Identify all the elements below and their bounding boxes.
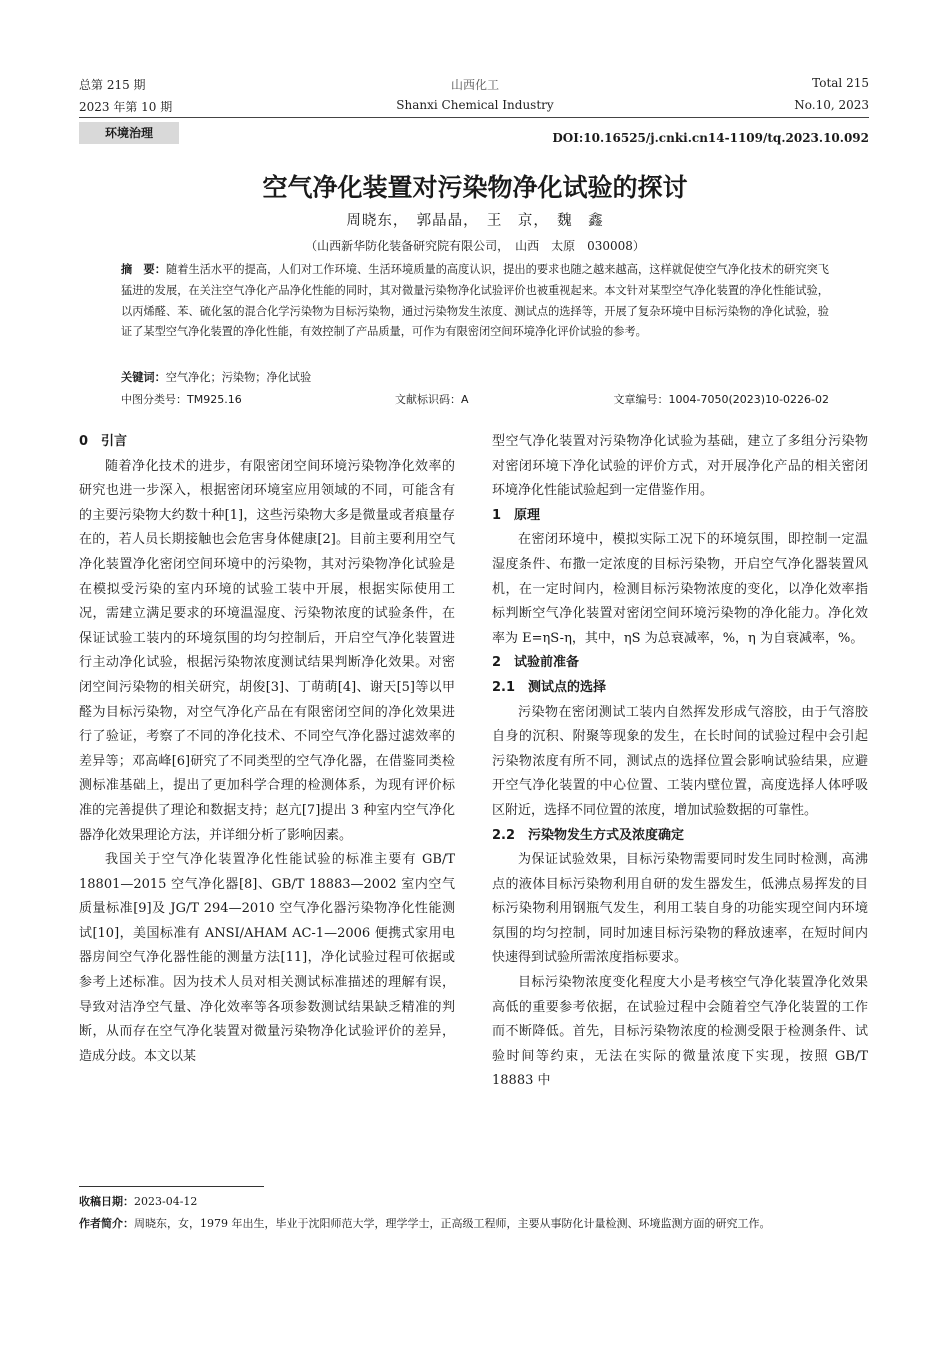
affiliation: （山西新华防化装备研究院有限公司， 山西 太原 030008） [305,239,645,253]
author-bio-text: 周晓东，女，1979 年出生，毕业于沈阳师范大学，理学学士，正高级工程师，主要从事防化计量检测、环境监测方面的研究工作。 [134,1217,771,1230]
section-tag: 环境治理 [79,122,179,144]
issue-total-label: 总第 215 期 [79,78,146,92]
footnote-rule [79,1186,264,1187]
issue-number-en: No.10, 2023 [794,98,869,112]
clc-number: 中图分类号：TM925.16 [121,393,242,406]
generation-paragraph-2: 目标污染物浓度变化程度大小是考核空气净化装置净化效果高低的重要参考依据，在试验过程中会随着空气净化装置的工作而不断降低。首先，目标污染物浓度的检测受限于检测条件、试验时间等约束，无法在实际的微量浓度下实现，按照 GB/T 18883 中 [492,975,868,1089]
section-2-1-heading: 2.1 测试点的选择 [492,679,607,695]
total-issue-en: Total 215 [812,76,869,90]
authors: 周晓东， 郭晶晶， 王 京， 魏 鑫 [346,213,604,229]
section-1-heading: 1 原理 [492,507,541,523]
test-point-paragraph: 污染物在密闭测试工装内自然挥发形成气溶胶，由于气溶胶自身的沉积、附聚等现象的发生，在长时间的试验过程中会引起污染物浓度有所不同，测试点的选择位置会影响试验结果，应避开空气净化装置的中心位置、工装内壁位置，高度选择人体呼吸区附近，选择不同位置的浓度，增加试验数据的可靠性。 [492,704,868,818]
journal-name-cn: 山西化工 [450,78,499,92]
keywords-label: 关键词： [121,371,166,384]
author-bio-label: 作者简介： [79,1217,134,1230]
header-rule [79,117,869,118]
author-bio [79,1214,869,1234]
generation-paragraph-1: 为保证试验效果，目标污染物需要同时发生同时检测，高沸点的液体目标污染物利用自研的发生器发生，低沸点易挥发的目标污染物利用钢瓶气发生，利用工装自身的功能实现空间内环境氛围的均匀控制，同时加速目标污染物的释放速率，在短时间内快速得到试验所需浓度指标要求。 [492,852,868,966]
section-0-heading: 0 引言 [79,434,128,449]
principle-paragraph: 在密闭环境中，模拟实际工况下的环境氛围，即控制一定温湿度条件、布撒一定浓度的目标污染物，开启空气净化器装置风机，在一定时间内，检测目标污染物浓度的变化，以净化效率指标判断空气净化装置对密闭空间环境污染物的净化能力。净化效率为 E=ηS-η，其中，ηS 为总衰减率，%，η 为自衰减率，%。 [492,532,868,646]
intro-paragraph-1: 随着净化技术的进步，有限密闭空间环境污染物净化效率的研究也进一步深入，根据密闭环境室应用领域的不同，可能含有的主要污染物大约数十种[1]，这些污染物大多是微量或者痕量存在的，若人员长期接触也会危害身体健康[2]。目前主要利用空气净化装置净化密闭空间环境中的污染物，其对污染物净化试验是在模拟受污染的室内环境的试验工装中开展，根据实际使用工况，需建立满足要求的环境温湿度、污染物浓度的试验条件，在保证试验工装内的环境氛围的均匀控制后，开启空气净化装置进行主动净化试验，根据污染物浓度测试结果判断净化效果。对密闭空间污染物的相关研究，胡俊[3]、丁萌萌[4]、谢天[5]等以甲醛为目标污染物，对空气净化产品在有限密闭空间的净化效果进行了验证，考察了不同的净化技术、不同空气净化器过滤效率的差异等；邓高峰[6]研究了不同类型的空气净化器，在借鉴同类检测标准基础上，提出了更加科学合理的检测体系，为现有评价标准的完善提供了理论和数据支持；赵亢[7]提出 3 种室内空气净化器净化效果理论方法，并详细分析了影响因素。 [79,458,455,843]
intro-paragraph-2: 我国关于空气净化装置净化性能试验的标准主要有 GB/T 18801—2015 空气净化器[8]、GB/T 18883—2002 室内空气质量标准[9]及 JG/T 294—2010 空气净化器污染物净化性能测试[10]，美国标准有 ANSI/AHAM AC-1—2006 便携式家用电器房间空气净化器性能的测量方法[11]，净化试验过程可依据或参考上述标准。因为技术人员对相关测试标准描述的理解有误，导致对洁净空气量、净化效率等各项参数测试结果缺乏精准的判断，从而存在空气净化装置对微量污染物净化试验评价的差异，造成分歧。本文以某 [79,852,455,1064]
article-number: 文章编号：1004-7050(2023)10-0226-02 [613,393,829,406]
received-label: 收稿日期： [79,1195,134,1208]
abstract-text: 随着生活水平的提高，人们对工作环境、生活环境质量的高度认识，提出的要求也随之越来越高，这样就促使空气净化技术的研究突飞猛进的发展，在关注空气净化产品净化性能的同时，其对微量污染物净化试验评价也被重视起来。本文针对某型空气净化装置的净化性能试验，以丙烯醛、苯、硫化氢的混合化学污染物为目标污染物，通过污染物发生浓度、测试点的选择等，开展了复杂环境中目标污染物的净化试验，验证了某型空气净化装置的净化性能，有效控制了产品质量，可作为有限密闭空间环境净化评价试验的参考。 [121,263,829,339]
issue-year-label: 2023 年第 10 期 [79,100,173,114]
doi: DOI:10.16525/j.cnki.cn14-1109/tq.2023.10.092 [552,131,869,145]
right-column [492,430,868,1094]
section-2-heading: 2 试验前准备 [492,655,580,671]
keywords [121,369,311,385]
received-date [79,1192,869,1212]
keywords-text: 空气净化；污染物；净化试验 [165,371,312,384]
abstract [121,260,829,343]
paper-title: 空气净化装置对污染物净化试验的探讨 [262,173,688,202]
section-2-2-heading: 2.2 污染物发生方式及浓度确定 [492,827,685,843]
journal-name-en: Shanxi Chemical Industry [396,98,554,112]
left-column [79,430,455,1069]
received-value: 2023-04-12 [134,1195,198,1208]
intro-paragraph-continued: 型空气净化装置对污染物净化试验为基础，建立了多组分污染物对密闭环境下净化试验的评价方式，对开展净化产品的相关密闭环境净化性能试验起到一定借鉴作用。 [492,434,868,499]
abstract-label: 摘 要： [121,263,166,276]
document-code: 文献标识码：A [395,393,469,406]
